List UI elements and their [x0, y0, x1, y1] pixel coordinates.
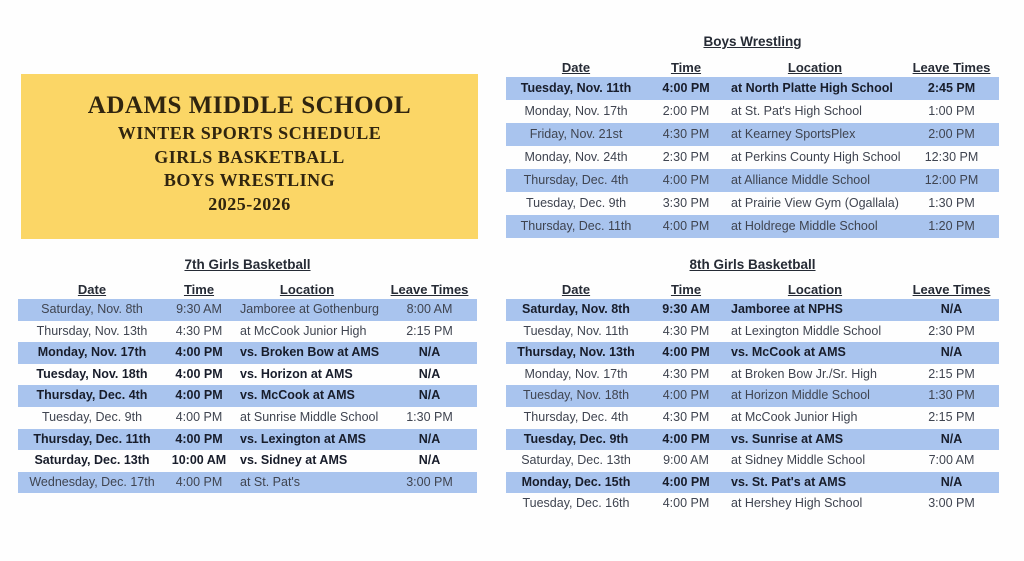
leave-cell: 2:15 PM: [928, 366, 975, 381]
date-cell: Saturday, Dec. 13th: [34, 453, 150, 468]
time-cell: 4:00 PM: [175, 431, 223, 446]
location-cell: at Prairie View Gym (Ogallala): [731, 196, 899, 210]
date-column-header: Date: [77, 282, 107, 297]
date-cell: Thursday, Dec. 4th: [523, 173, 629, 187]
leave-cell: 12:30 PM: [924, 150, 979, 164]
location-column-header: Location: [787, 282, 843, 297]
schedule-row: [506, 192, 999, 215]
school-name: ADAMS MIDDLE SCHOOL: [87, 92, 412, 119]
schedule-row: [18, 385, 477, 407]
boys-wrestling-rows: [506, 77, 999, 238]
leave-cell: N/A: [418, 431, 441, 446]
location-cell: at Sidney Middle School: [731, 453, 866, 468]
schedule-row: [506, 407, 999, 429]
date-cell: Tuesday, Nov. 11th: [520, 81, 632, 95]
banner-subtitle-basketball: GIRLS BASKETBALL: [154, 146, 345, 167]
time-column-header: Time: [670, 282, 702, 297]
date-cell: Thursday, Nov. 13th: [36, 323, 148, 338]
leave-cell: N/A: [418, 345, 441, 360]
schedule-row: [506, 342, 999, 364]
date-cell: Tuesday, Nov. 11th: [523, 323, 629, 338]
time-cell: 4:00 PM: [175, 474, 223, 489]
schedule-row: [18, 450, 477, 472]
time-cell: 4:30 PM: [662, 323, 710, 338]
location-column-header: Location: [787, 60, 843, 75]
schedule-row: [506, 169, 999, 192]
banner-subtitle-sports: WINTER SPORTS SCHEDULE: [117, 123, 382, 143]
time-cell: 9:30 AM: [176, 302, 222, 316]
location-cell: at Kearney SportsPlex: [731, 127, 856, 141]
leave-cell: 2:15 PM: [928, 409, 975, 424]
schedule-row: [18, 321, 477, 343]
time-cell: 4:00 PM: [662, 388, 710, 403]
leave-cell: 2:00 PM: [928, 127, 975, 141]
date-cell: Tuesday, Dec. 16th: [522, 496, 630, 511]
location-cell: vs. McCook at AMS: [240, 388, 355, 403]
banner-subtitle-wrestling: BOYS WRESTLING: [163, 170, 336, 190]
schedule-row: [506, 215, 999, 238]
time-cell: 4:00 PM: [662, 431, 710, 446]
leave-times-column-header: Leave Times: [390, 282, 469, 297]
boys-wrestling-section: [506, 32, 999, 238]
leave-cell: 1:30 PM: [928, 388, 975, 403]
time-cell: 4:00 PM: [662, 173, 710, 187]
schedule-row: [18, 342, 477, 364]
leave-cell: N/A: [940, 302, 963, 316]
location-cell: vs. Horizon at AMS: [240, 366, 353, 381]
time-cell: 4:30 PM: [662, 409, 710, 424]
schedule-row: [506, 472, 999, 494]
date-cell: Monday, Nov. 17th: [524, 366, 628, 381]
girls8-header-row: [506, 281, 999, 299]
date-cell: Monday, Nov. 24th: [524, 150, 628, 164]
leave-cell: 1:00 PM: [928, 104, 975, 118]
date-cell: Thursday, Dec. 11th: [520, 219, 632, 233]
schedule-row: [18, 299, 477, 321]
leave-cell: 1:30 PM: [406, 409, 453, 424]
leave-cell: N/A: [418, 453, 441, 468]
time-cell: 4:00 PM: [662, 81, 710, 95]
schedule-row: [506, 385, 999, 407]
leave-cell: 3:00 PM: [928, 496, 975, 511]
date-cell: Monday, Dec. 15th: [521, 474, 631, 489]
date-cell: Thursday, Dec. 4th: [36, 388, 148, 403]
time-column-header: Time: [670, 60, 702, 75]
date-cell: Monday, Nov. 17th: [524, 104, 628, 118]
leave-cell: 2:45 PM: [927, 81, 976, 95]
location-cell: at Alliance Middle School: [731, 173, 870, 187]
schedule-row: [18, 407, 477, 429]
date-cell: Saturday, Dec. 13th: [521, 453, 631, 468]
leave-cell: 3:00 PM: [406, 474, 453, 489]
location-cell: vs. Sidney at AMS: [240, 453, 348, 468]
location-cell: vs. St. Pat's at AMS: [731, 474, 847, 489]
schedule-row: [506, 123, 999, 146]
schedule-row: [506, 321, 999, 343]
leave-cell: 12:00 PM: [924, 173, 979, 187]
schedule-row: [506, 146, 999, 169]
time-column-header: Time: [183, 282, 215, 297]
time-cell: 4:00 PM: [662, 219, 710, 233]
schedule-row: [506, 450, 999, 472]
schedule-row: [18, 472, 477, 494]
location-cell: vs. Sunrise at AMS: [731, 431, 844, 446]
time-cell: 2:00 PM: [662, 104, 710, 118]
time-cell: 10:00 AM: [171, 453, 227, 468]
date-cell: Thursday, Dec. 11th: [33, 431, 151, 446]
location-cell: at St. Pat's High School: [731, 104, 862, 118]
girls7-basketball-section: [18, 255, 477, 493]
girls7-basketball-title: 7th Girls Basketball: [184, 257, 311, 272]
location-column-header: Location: [279, 282, 335, 297]
location-cell: at McCook Junior High: [731, 409, 858, 424]
date-cell: Friday, Nov. 21st: [529, 127, 623, 141]
date-cell: Tuesday, Dec. 9th: [41, 409, 143, 424]
time-cell: 4:30 PM: [175, 323, 223, 338]
location-cell: at Perkins County High School: [731, 150, 901, 164]
leave-cell: 1:20 PM: [928, 219, 975, 233]
time-cell: 9:30 AM: [662, 302, 710, 316]
date-cell: Tuesday, Nov. 18th: [36, 366, 148, 381]
location-cell: at Sunrise Middle School: [240, 409, 379, 424]
location-cell: vs. Lexington at AMS: [240, 431, 366, 446]
schedule-row: [506, 77, 999, 100]
location-cell: at St. Pat's: [240, 474, 301, 489]
date-cell: Tuesday, Dec. 9th: [525, 196, 627, 210]
schedule-row: [18, 364, 477, 386]
time-cell: 4:00 PM: [175, 409, 223, 424]
location-cell: at McCook Junior High: [240, 323, 367, 338]
time-cell: 9:00 AM: [663, 453, 709, 468]
time-cell: 3:30 PM: [662, 196, 710, 210]
boys-wrestling-header-row: [506, 59, 999, 77]
time-cell: 4:00 PM: [662, 345, 710, 360]
schedule-row: [18, 429, 477, 451]
leave-cell: 1:30 PM: [928, 196, 975, 210]
time-cell: 4:30 PM: [662, 127, 710, 141]
time-cell: 4:00 PM: [175, 345, 223, 360]
date-cell: Saturday, Nov. 8th: [522, 302, 630, 316]
location-cell: at Lexington Middle School: [731, 323, 882, 338]
location-cell: at North Platte High School: [731, 81, 893, 95]
leave-cell: 7:00 AM: [928, 453, 975, 468]
location-cell: at Holdrege Middle School: [731, 219, 878, 233]
time-cell: 4:00 PM: [662, 496, 710, 511]
date-cell: Tuesday, Dec. 9th: [523, 431, 629, 446]
schedule-row: [506, 429, 999, 451]
time-cell: 2:30 PM: [662, 150, 710, 164]
time-cell: 4:30 PM: [662, 366, 710, 381]
leave-cell: N/A: [418, 366, 441, 381]
date-cell: Tuesday, Nov. 18th: [522, 388, 630, 403]
leave-cell: N/A: [940, 431, 963, 446]
location-cell: Jamboree at Gothenburg: [240, 302, 379, 316]
schedule-row: [506, 493, 999, 515]
date-cell: Saturday, Nov. 8th: [41, 302, 143, 316]
leave-cell: 8:00 AM: [406, 302, 453, 316]
date-column-header: Date: [561, 282, 591, 297]
leave-cell: N/A: [418, 388, 441, 403]
leave-cell: N/A: [940, 345, 963, 360]
location-cell: at Hershey High School: [731, 496, 863, 511]
girls7-header-row: [18, 281, 477, 299]
leave-times-column-header: Leave Times: [912, 60, 991, 75]
location-cell: vs. McCook at AMS: [731, 345, 846, 360]
leave-cell: 2:30 PM: [928, 323, 975, 338]
date-cell: Monday, Nov. 17th: [37, 345, 147, 360]
leave-cell: N/A: [940, 474, 963, 489]
banner-season: 2025-2026: [208, 193, 291, 214]
location-cell: at Broken Bow Jr./Sr. High: [731, 366, 877, 381]
date-cell: Thursday, Nov. 13th: [517, 345, 635, 360]
location-cell: at Horizon Middle School: [731, 388, 870, 403]
school-banner: [21, 74, 478, 239]
girls8-rows: [506, 299, 999, 515]
time-cell: 4:00 PM: [175, 388, 223, 403]
location-cell: Jamboree at NPHS: [731, 302, 843, 316]
leave-times-column-header: Leave Times: [912, 282, 991, 297]
schedule-row: [506, 364, 999, 386]
time-cell: 4:00 PM: [175, 366, 223, 381]
date-cell: Wednesday, Dec. 17th: [29, 474, 155, 489]
girls8-basketball-section: [506, 255, 999, 515]
date-cell: Thursday, Dec. 4th: [523, 409, 629, 424]
location-cell: vs. Broken Bow at AMS: [240, 345, 380, 360]
girls7-rows: [18, 299, 477, 493]
date-column-header: Date: [561, 60, 591, 75]
schedule-row: [506, 299, 999, 321]
boys-wrestling-title: Boys Wrestling: [703, 34, 802, 49]
leave-cell: 2:15 PM: [406, 323, 453, 338]
time-cell: 4:00 PM: [662, 474, 710, 489]
girls8-basketball-title: 8th Girls Basketball: [689, 257, 816, 272]
schedule-row: [506, 100, 999, 123]
